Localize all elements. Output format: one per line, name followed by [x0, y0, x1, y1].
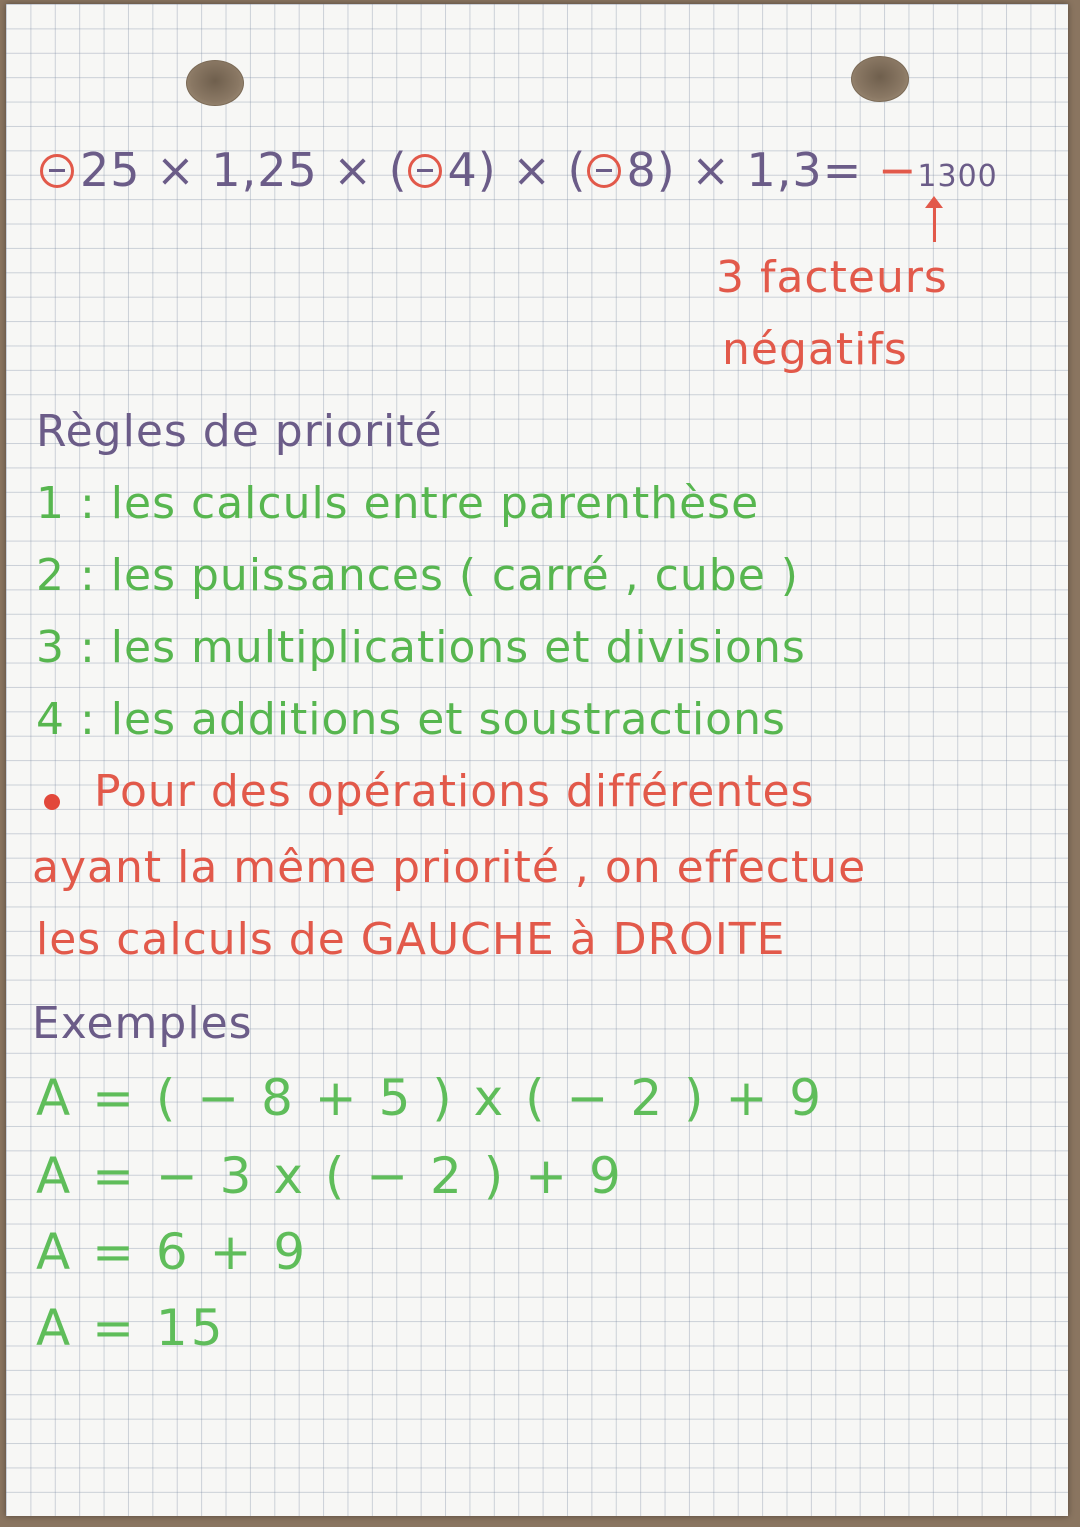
negative-sign-circle-icon: [587, 154, 621, 188]
annotation-line-1: 3 facteurs: [716, 252, 948, 303]
factor-1-25: 1,25: [211, 143, 318, 197]
times-1: ×: [156, 143, 196, 197]
annotation-line-2: négatifs: [722, 324, 908, 375]
punch-hole-left: [186, 60, 244, 106]
example-step-2: A = − 3 x ( − 2 ) + 9: [36, 1147, 624, 1205]
rule-3: 3 : les multiplications et divisions: [36, 622, 806, 673]
result-sign: −: [877, 143, 918, 197]
open-paren-2: (: [567, 143, 587, 197]
close-paren-2: ): [656, 143, 676, 197]
equals-sign: =: [822, 143, 863, 197]
factor-8: 8: [626, 143, 657, 197]
note-line-1: Pour des opérations différentes: [94, 766, 815, 817]
up-arrow-icon: [924, 196, 944, 242]
rule-1: 1 : les calculs entre parenthèse: [36, 478, 760, 529]
equation-line: [40, 144, 998, 203]
example-step-1: A = ( − 8 + 5 ) x ( − 2 ) + 9: [36, 1069, 825, 1127]
note-line-2: ayant la même priorité , on effectue: [32, 842, 867, 893]
times-2: ×: [333, 143, 373, 197]
open-paren-1: (: [388, 143, 408, 197]
factor-4: 4: [447, 143, 478, 197]
bullet-dot-icon: [44, 794, 60, 810]
times-4: ×: [691, 143, 731, 197]
negative-sign-circle-icon: [408, 154, 442, 188]
examples-title: Exemples: [32, 998, 253, 1049]
result-value: 1300: [917, 159, 998, 194]
rules-title: Règles de priorité: [36, 406, 443, 457]
note-line-3: les calculs de GAUCHE à DROITE: [36, 914, 786, 965]
times-3: ×: [512, 143, 552, 197]
negative-sign-circle-icon: [40, 154, 74, 188]
factor-25: 25: [80, 143, 141, 197]
rule-2: 2 : les puissances ( carré , cube ): [36, 550, 799, 601]
example-step-3: A = 6 + 9: [36, 1223, 309, 1281]
factor-1-3: 1,3: [746, 143, 823, 197]
example-step-4: A = 15: [36, 1299, 226, 1357]
punch-hole-right: [851, 56, 909, 102]
grid-paper-sheet: [6, 4, 1068, 1516]
close-paren-1: ): [477, 143, 497, 197]
rule-4: 4 : les additions et soustractions: [36, 694, 786, 745]
